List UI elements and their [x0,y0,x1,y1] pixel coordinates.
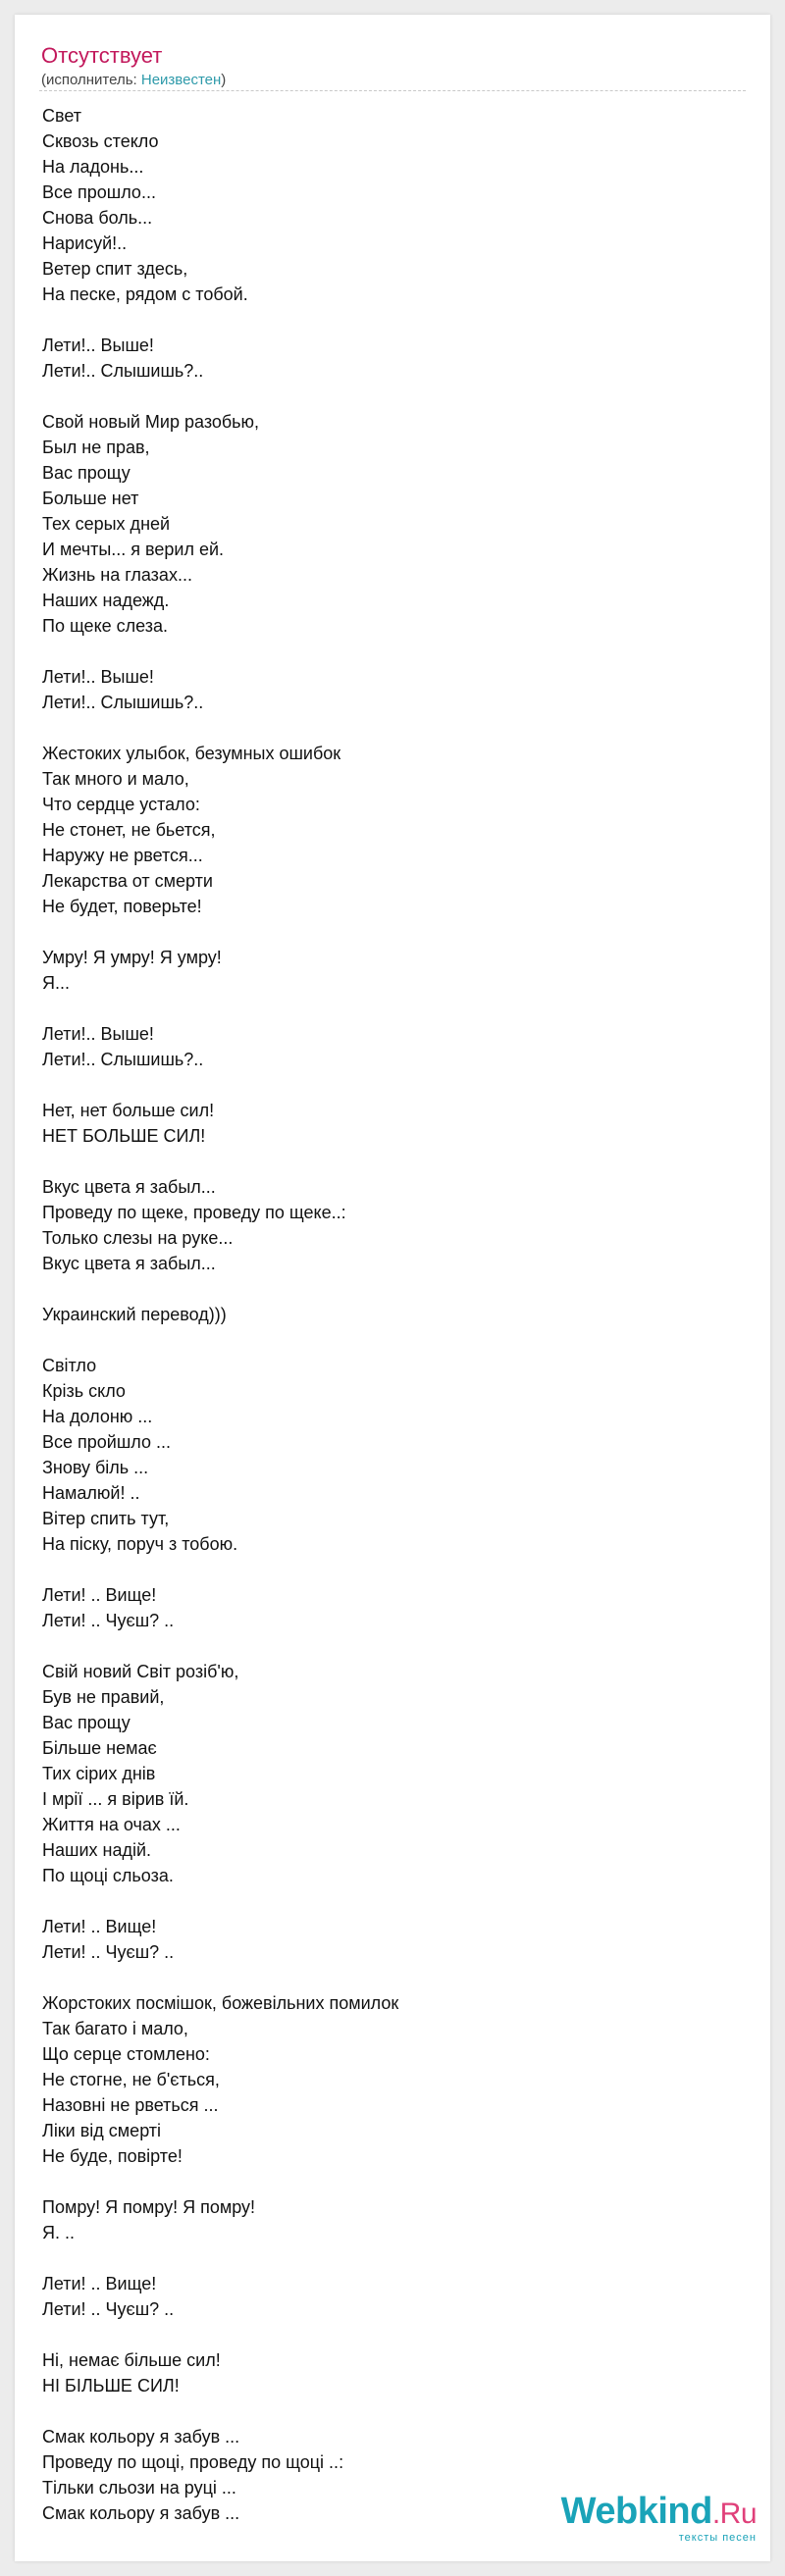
lyric-line: Только слезы на руке... [42,1228,234,1248]
lyric-line [42,307,729,333]
lyric-line: На долоню ... [42,1407,153,1426]
lyric-line: Знову біль ... [42,1458,149,1477]
lyric-line: Крізь скло [42,1381,126,1401]
lyric-line: Тільки сльози на руці ... [42,2478,236,2498]
lyric-line: Лети! .. Вище! [42,2274,157,2293]
artist-link[interactable]: Неизвестен [140,72,222,88]
lyric-line: Вкус цвета я забыл... [42,1177,216,1197]
lyric-line [42,1327,729,1353]
lyric-line: Лети! .. Вище! [42,1585,157,1605]
lyric-line: Был не прав, [42,438,150,457]
lyric-line: Умру! Я умру! Я умру! [42,948,222,967]
lyric-line: Ліки від смерті [42,2121,162,2140]
lyrics-text [42,103,729,2526]
lyric-line: Так много и мало, [42,769,189,789]
lyric-line: Жестоких улыбок, безумных ошибок [42,744,341,763]
lyric-line: Лети! .. Чуєш? .. [42,1611,175,1630]
lyric-line: Був не правий, [42,1687,165,1707]
lyric-line [42,2245,729,2271]
lyric-line: Лети!.. Слышишь?.. [42,693,204,712]
lyric-line: Ні, немає більше сил! [42,2350,221,2370]
lyric-line: Життя на очах ... [42,1815,181,1834]
lyric-line: Лети!.. Слышишь?.. [42,361,204,381]
lyric-line: Смак кольору я забув ... [42,2503,240,2523]
site-logo[interactable] [561,2492,757,2544]
lyric-line: Свет [42,106,82,126]
lyric-line: Смак кольору я забув ... [42,2427,240,2447]
lyric-line: Що серце стомлено: [42,2044,210,2064]
artist-prefix: (исполнитель: [41,72,141,88]
lyric-line: На ладонь... [42,157,144,177]
lyric-line [42,639,729,664]
lyric-line: Не стогне, не б'ється, [42,2070,220,2089]
lyric-line [42,996,729,1021]
lyric-line: Наружу не рвется... [42,846,203,865]
lyric-line [42,1276,729,1302]
lyric-line: Наших надій. [42,1840,152,1860]
lyric-line [42,2398,729,2424]
lyric-line: Все пройшло ... [42,1432,172,1452]
artist-line [41,71,762,90]
lyric-line: Тих сірих днів [42,1764,156,1783]
lyric-line: Свій новий Світ розіб'ю, [42,1662,239,1681]
lyric-line: Лети! .. Чуєш? .. [42,1942,175,1962]
lyric-line: Украинский перевод))) [42,1305,227,1324]
lyric-line: Жорстоких посмішок, божевільних помилок [42,1993,399,2013]
lyric-line: Я... [42,973,71,993]
lyric-line: Жизнь на глазах... [42,565,192,585]
lyric-line: Вас прощу [42,463,131,483]
lyric-line [42,2322,729,2347]
lyric-line: Проведу по щеке, проведу по щеке..: [42,1203,346,1222]
lyric-line: Помру! Я помру! Я помру! [42,2197,256,2217]
lyric-line: Вітер спить тут, [42,1509,170,1528]
logo-wordmark [561,2492,757,2534]
lyric-line: Лети! .. Вище! [42,1917,157,1936]
lyric-line [42,1888,729,1914]
artist-suffix: ) [221,72,227,88]
lyric-line: Лети!.. Слышишь?.. [42,1050,204,1069]
lyric-line: На песке, рядом с тобой. [42,284,248,304]
lyric-line: Більше немає [42,1738,157,1758]
lyric-line [42,2169,729,2194]
lyric-line: По щеке слеза. [42,616,169,636]
lyric-line [42,715,729,741]
lyric-line: Сквозь стекло [42,131,159,151]
lyric-line: Не буде, повірте! [42,2146,183,2166]
lyric-line [42,919,729,945]
lyric-line: Лети!.. Выше! [42,667,154,687]
lyric-line [42,1072,729,1098]
song-header [41,42,762,90]
lyric-line: Тех серых дней [42,514,171,534]
logo-tld: .Ru [711,2498,757,2530]
lyric-line [42,1557,729,1582]
lyric-line: Не будет, поверьте! [42,897,202,916]
lyric-line: НІ БІЛЬШЕ СИЛ! [42,2376,180,2396]
lyric-line [42,1633,729,1659]
lyric-line: Не стонет, не бьется, [42,820,216,840]
lyric-line: І мрії ... я вірив їй. [42,1789,189,1809]
lyric-line: Лети! .. Чуєш? .. [42,2299,175,2319]
lyric-line: Нарисуй!.. [42,233,128,253]
lyric-line: Что сердце устало: [42,795,200,814]
lyric-line: Наших надежд. [42,591,170,610]
lyric-line: Лети!.. Выше! [42,335,154,355]
lyric-line: Лети!.. Выше! [42,1024,154,1044]
lyric-line: Я. .. [42,2223,76,2242]
lyric-line: На піску, поруч з тобою. [42,1534,238,1554]
header-divider [39,90,746,91]
logo-tagline: тексты песен [678,2532,757,2544]
lyric-line: По щоці сльоза. [42,1866,174,1885]
lyric-line: Нет, нет больше сил! [42,1101,215,1120]
lyric-line: Снова боль... [42,208,153,228]
lyric-line: Проведу по щоці, проведу по щоці ..: [42,2452,344,2472]
lyric-line: Ветер спит здесь, [42,259,188,279]
lyric-line: Намалюй! .. [42,1483,140,1503]
lyric-line: Свой новый Мир разобью, [42,412,260,432]
lyric-line: НЕТ БОЛЬШЕ СИЛ! [42,1126,206,1146]
song-title: Отсутствует [41,43,163,68]
lyric-line: Больше нет [42,489,139,508]
lyric-line: Світло [42,1356,97,1375]
lyric-line: Вкус цвета я забыл... [42,1254,216,1273]
lyric-line: Все прошло... [42,182,156,202]
lyric-line: Лекарства от смерти [42,871,213,891]
lyric-line [42,1965,729,1990]
logo-brand: Webkind [560,2491,712,2532]
lyric-line: И мечты... я верил ей. [42,540,225,559]
lyric-line: Так багато і мало, [42,2019,188,2038]
lyric-line [42,1149,729,1174]
lyric-line: Назовні не рветься ... [42,2095,219,2115]
lyric-line: Вас прощу [42,1713,131,1732]
lyric-line [42,384,729,409]
